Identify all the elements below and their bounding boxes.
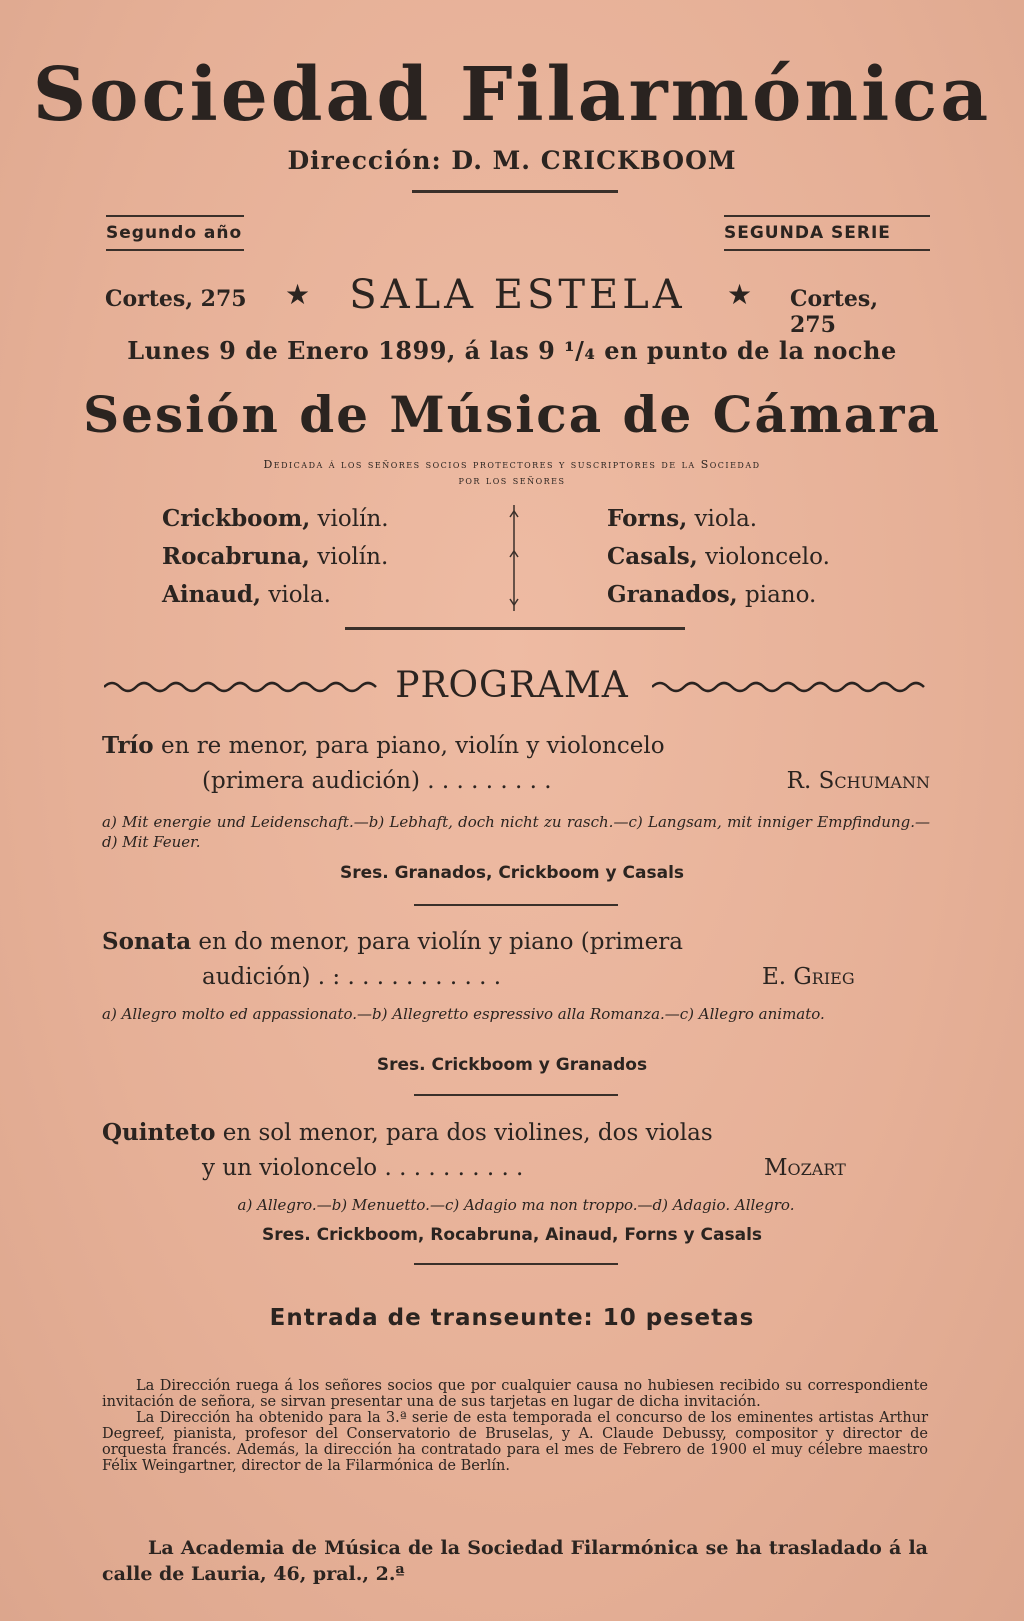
composer: R. Schumann xyxy=(786,768,930,794)
work-trio xyxy=(102,732,930,804)
address-right: Cortes, 275 xyxy=(790,286,878,338)
dedication xyxy=(0,457,1024,489)
work-divider xyxy=(414,1094,618,1096)
performer-entry: Casals, violoncelo. xyxy=(607,543,830,570)
concert-date: Lunes 9 de Enero 1899, á las 9 ¹/₄ en punto de la noche xyxy=(127,336,897,365)
work-description: en re menor, para piano, violín y violoncelo xyxy=(160,733,665,759)
composer: Mozart xyxy=(764,1155,846,1181)
work-title: Quinteto xyxy=(102,1119,216,1146)
dedication-line-2: por los señores xyxy=(458,474,566,487)
movements: a) Allegro molto ed appassionato.—b) Allegretto espressivo alla Romanza.—c) Allegro animato. xyxy=(102,1005,825,1023)
performers-right xyxy=(607,500,830,614)
notice-paragraph: La Dirección ruega á los señores socios que por cualquier causa no hubiesen recibido su correspondiente invitación de señora, se sirvan presentar una de sus tarjetas en lugar de dicha invitación. xyxy=(102,1378,928,1410)
performers-divider xyxy=(345,627,685,630)
performer-entry: Granados, piano. xyxy=(607,581,817,608)
work-performers: Sres. Crickboom y Granados xyxy=(376,1055,648,1075)
work-description: en sol menor, para dos violines, dos violas xyxy=(222,1120,713,1146)
movements: a) Allegro.—b) Menuetto.—c) Adagio ma non troppo.—d) Adagio. Allegro. xyxy=(237,1196,795,1214)
performer-entry: Rocabruna, violín. xyxy=(162,543,389,570)
academy-notice: La Academia de Música de la Sociedad Filarmónica se ha trasladado á la calle de Lauria, 46, pral., 2.ª xyxy=(102,1537,928,1585)
page-title: Sociedad Filarmónica xyxy=(32,52,992,138)
direccion-line: Dirección: D. M. CRICKBOOM xyxy=(287,146,737,175)
work-performers: Sres. Granados, Crickboom y Casals xyxy=(339,863,685,883)
series-label: SEGUNDA SERIE xyxy=(724,215,930,251)
notices xyxy=(102,1378,928,1474)
vertical-ornament-icon xyxy=(506,505,522,611)
work-title: Sonata xyxy=(102,928,192,955)
notice-paragraph: La Dirección ha obtenido para la 3.ª serie de esta temporada el concurso de los eminentes artistas Arthur Degreef, pianista, profesor del Conservatorio de Bruselas, y A. Claude Debussy, compositor y director de orquesta francés. Además, la dirección ha contratado para el mes de Febrero de 1900 el muy célebre maestro Félix Weingartner, director de la Filarmónica de Berlín. xyxy=(102,1410,928,1474)
work-line-2: audición) . : . . . . . . . . . . . xyxy=(202,964,501,990)
title-underline xyxy=(412,190,618,193)
address-left: Cortes, 275 xyxy=(105,286,247,312)
work-sonata xyxy=(102,928,930,1000)
venue-name: SALA ESTELA xyxy=(349,272,686,318)
performers-left xyxy=(162,500,389,614)
dedication-line-1: Dedicada á los señores socios protectores y suscriptores de la Sociedad xyxy=(263,458,761,471)
programa-heading: PROGRAMA xyxy=(395,665,629,706)
work-performers: Sres. Crickboom, Rocabruna, Ainaud, Forns y Casals xyxy=(261,1225,763,1245)
admission-price: Entrada de transeunte: 10 pesetas xyxy=(269,1305,755,1331)
composer: E. Grieg xyxy=(762,964,855,990)
performer-entry: Forns, viola. xyxy=(607,505,758,532)
work-quinteto xyxy=(102,1119,930,1191)
performer-entry: Crickboom, violín. xyxy=(162,505,389,532)
venue-row xyxy=(105,272,930,338)
performer-entry: Ainaud, viola. xyxy=(162,581,331,608)
work-divider xyxy=(414,904,618,906)
movements: a) Mit energie und Leidenschaft.—b) Lebhaft, doch nicht zu rasch.—c) Langsam, mit inniger Empfindung.—d) Mit Feuer. xyxy=(102,813,930,851)
star-left-icon: ★ xyxy=(285,278,311,311)
work-line-2: (primera audición) . . . . . . . . . xyxy=(202,768,552,794)
work-line-2: y un violoncelo . . . . . . . . . . xyxy=(202,1155,524,1181)
work-divider xyxy=(414,1263,618,1265)
wave-right-icon xyxy=(652,678,928,696)
work-title: Trío xyxy=(102,732,154,759)
session-title: Sesión de Música de Cámara xyxy=(83,385,941,444)
year-label: Segundo año xyxy=(106,215,244,251)
work-description: en do menor, para violín y piano (primera xyxy=(198,929,683,955)
star-right-icon: ★ xyxy=(727,278,753,311)
